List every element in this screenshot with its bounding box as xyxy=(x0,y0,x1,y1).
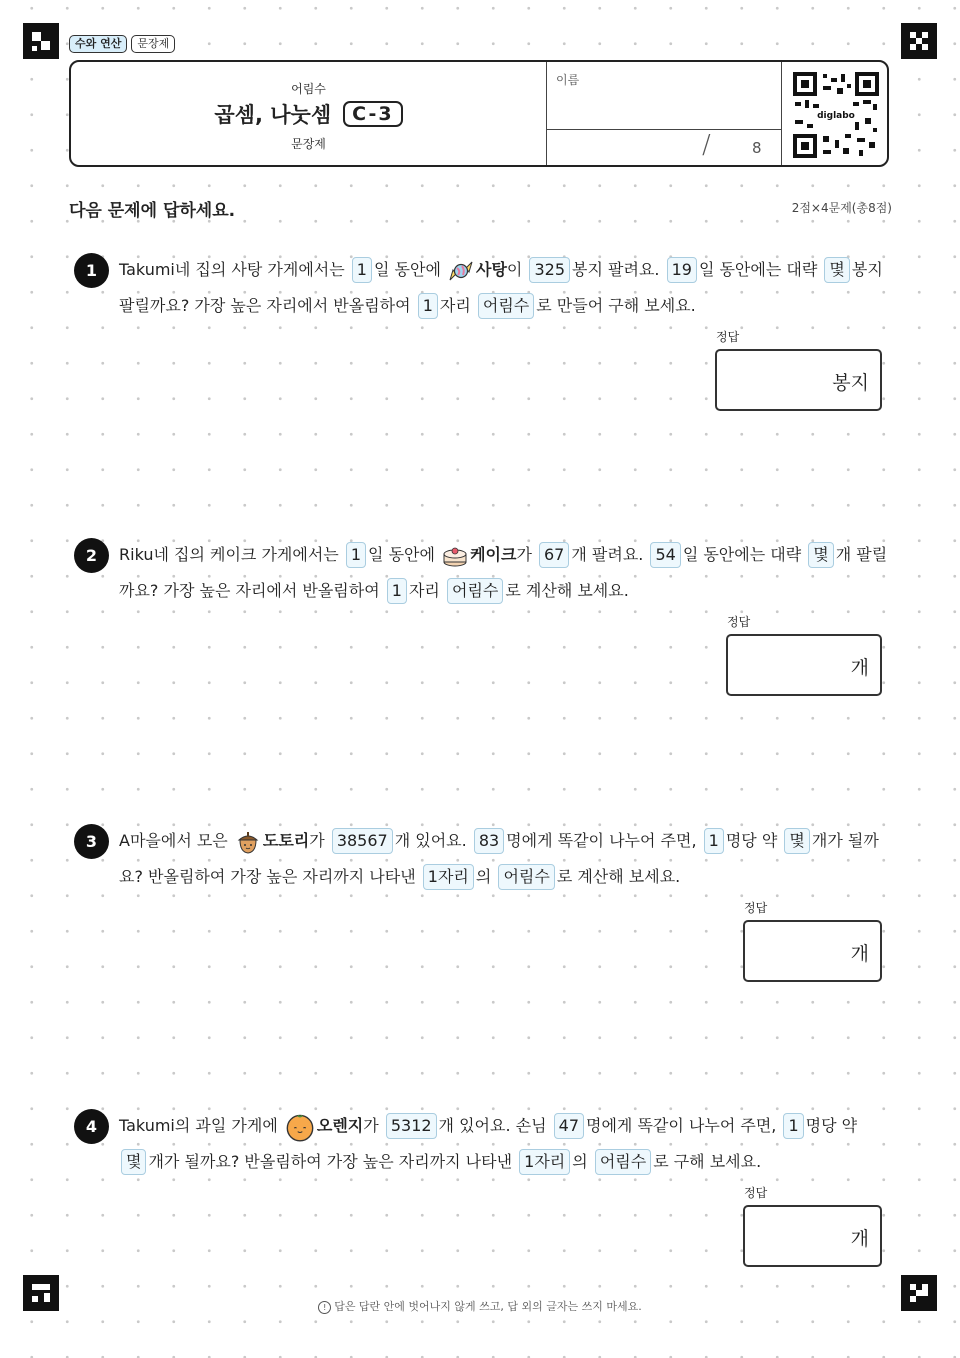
text-segment: 일 동안에 xyxy=(373,260,441,279)
orange-icon xyxy=(285,1112,315,1142)
highlight-value: 어림수 xyxy=(498,864,554,890)
name-field[interactable] xyxy=(546,62,782,130)
text-segment: 개가 될까요? 반올림하여 가장 높은 자리까지 나타낸 xyxy=(119,831,879,886)
highlight-value: 1 xyxy=(418,293,438,319)
text-segment: 로 구해 보세요. xyxy=(653,1152,762,1171)
highlight-value: 54 xyxy=(650,542,680,568)
answer-box-3[interactable] xyxy=(743,920,882,982)
answer-box-1[interactable] xyxy=(715,349,882,411)
text-segment: 명당 약 xyxy=(805,1116,858,1135)
text-segment: 봉지 팔려요. xyxy=(572,260,660,279)
text-segment: 가 xyxy=(363,1116,379,1135)
question-text-2 xyxy=(119,537,891,609)
text-segment: 개 있어요. xyxy=(394,831,467,850)
text-segment: 이 xyxy=(506,260,523,279)
item-name: 사탕 xyxy=(476,260,507,279)
instruction: 다음 문제에 답하세요. xyxy=(69,201,236,221)
answer-label-2: 정답 xyxy=(727,615,751,629)
worksheet-title: 곱셈, 나눗셈 xyxy=(214,103,332,127)
text-segment: 개가 될까요? 반올림하여 가장 높은 자리까지 나타낸 xyxy=(148,1152,513,1171)
highlight-value: 38567 xyxy=(332,828,393,854)
text-segment: 가 xyxy=(516,545,532,564)
highlight-value: 1 xyxy=(352,257,372,283)
text-segment: A마을에서 모은 xyxy=(119,831,228,850)
text-segment: Riku네 집의 케이크 가게에서는 xyxy=(119,545,339,564)
answer-box-4[interactable] xyxy=(743,1205,882,1267)
answer-unit-2: 개 xyxy=(850,657,869,679)
title-row xyxy=(71,99,546,129)
answer-label-1: 정답 xyxy=(716,330,740,344)
corner-marker-top-left xyxy=(23,23,59,59)
highlight-value: 325 xyxy=(529,257,570,283)
text-segment: 개 팔려요. xyxy=(571,545,644,564)
question-number-4: 4 xyxy=(74,1109,109,1144)
text-segment: 로 만들어 구해 보세요. xyxy=(536,296,696,315)
answer-label-4: 정답 xyxy=(744,1186,768,1200)
score-total: 8 xyxy=(752,139,762,157)
item-name: 오렌지 xyxy=(316,1116,364,1135)
text-segment: 일 동안에 xyxy=(368,545,435,564)
name-label: 이름 xyxy=(556,73,580,87)
highlight-value: 어림수 xyxy=(478,293,534,319)
text-segment: Takumi의 과일 가게에 xyxy=(119,1116,278,1135)
highlight-value: 67 xyxy=(539,542,569,568)
highlight-value: 5312 xyxy=(386,1113,437,1139)
highlight-value: 몇 xyxy=(121,1149,146,1175)
tag-subject: 수와 연산 xyxy=(69,35,127,53)
highlight-value: 몇 xyxy=(824,257,849,283)
text-segment: 자리 xyxy=(408,581,440,600)
highlight-value: 83 xyxy=(474,828,504,854)
worksheet-category: 문장제 xyxy=(291,137,326,151)
highlight-value: 1자리 xyxy=(423,864,474,890)
acorn-icon xyxy=(235,829,261,855)
question-text-3 xyxy=(119,823,891,895)
highlight-value: 몇 xyxy=(784,828,809,854)
text-segment: Takumi네 집의 사탕 가게에서는 xyxy=(119,260,345,279)
highlight-value: 1 xyxy=(387,578,407,604)
item-name: 도토리 xyxy=(262,831,310,850)
highlight-value: 어림수 xyxy=(447,578,503,604)
question-text-1 xyxy=(119,252,891,324)
highlight-value: 1 xyxy=(704,828,724,854)
text-segment: 개 팔릴까요? 가장 높은 자리에서 반올림하여 xyxy=(119,545,888,600)
answer-unit-4: 개 xyxy=(850,1228,869,1250)
subject-tags xyxy=(69,35,175,53)
score-field[interactable] xyxy=(546,129,782,165)
text-segment: 가 xyxy=(309,831,325,850)
points-info: 2점×4문제(총8점) xyxy=(791,201,892,215)
text-segment: 개 있어요. 손님 xyxy=(438,1116,547,1135)
qr-code-label: diglabo xyxy=(817,111,855,121)
question-number-2: 2 xyxy=(74,538,109,573)
text-segment: 의 xyxy=(572,1152,588,1171)
tag-type: 문장제 xyxy=(131,35,175,53)
text-segment: 의 xyxy=(475,867,492,886)
qr-code-icon xyxy=(793,72,879,158)
corner-marker-top-right xyxy=(901,23,937,59)
text-segment: 일 동안에는 대략 xyxy=(698,260,818,279)
text-segment: 봉지 팔릴까요? 가장 높은 자리에서 반올림하여 xyxy=(119,260,883,315)
info-icon: ! xyxy=(318,1301,331,1314)
candy-icon xyxy=(448,258,474,284)
item-name: 케이크 xyxy=(470,545,517,564)
answer-box-2[interactable] xyxy=(726,634,882,696)
text-segment: 명당 약 xyxy=(725,831,778,850)
footer-note xyxy=(0,1298,960,1314)
worksheet-subtitle: 어림수 xyxy=(291,82,326,96)
text-segment: 로 계산해 보세요. xyxy=(505,581,629,600)
title-section xyxy=(71,62,547,165)
worksheet-header xyxy=(69,60,889,167)
question-number-1: 1 xyxy=(74,253,109,288)
highlight-value: 1 xyxy=(783,1113,803,1139)
highlight-value: 1 xyxy=(346,542,366,568)
highlight-value: 19 xyxy=(667,257,697,283)
answer-label-3: 정답 xyxy=(744,901,768,915)
question-number-3: 3 xyxy=(74,824,109,859)
text-segment: 명에게 똑같이 나누어 주면, xyxy=(586,1116,777,1135)
highlight-value: 어림수 xyxy=(595,1149,651,1175)
score-slash: / xyxy=(702,130,711,160)
answer-unit-3: 개 xyxy=(850,943,869,965)
highlight-value: 47 xyxy=(554,1113,584,1139)
text-segment: 자리 xyxy=(439,296,471,315)
highlight-value: 몇 xyxy=(808,542,833,568)
text-segment: 명에게 똑같이 나누어 주면, xyxy=(506,831,697,850)
highlight-value: 1자리 xyxy=(519,1149,570,1175)
answer-unit-1: 봉지 xyxy=(832,372,869,394)
text-segment: 로 계산해 보세요. xyxy=(556,867,681,886)
cake-icon xyxy=(442,543,468,569)
footer-text: 답은 답란 안에 벗어나지 않게 쓰고, 답 외의 글자는 쓰지 마세요. xyxy=(334,1300,642,1313)
text-segment: 일 동안에는 대략 xyxy=(682,545,802,564)
worksheet-code: C-3 xyxy=(343,101,403,127)
question-text-4 xyxy=(119,1108,891,1180)
